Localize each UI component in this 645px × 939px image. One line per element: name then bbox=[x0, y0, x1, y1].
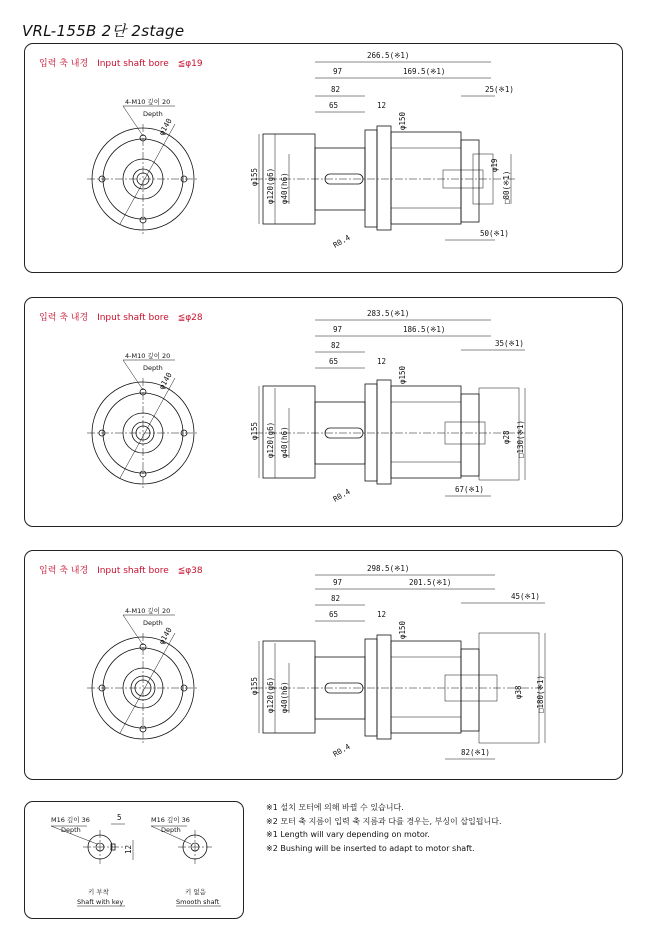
bore-ko: 입력 축 내경 bbox=[39, 566, 89, 576]
bore-value: ≦φ38 bbox=[177, 566, 203, 576]
note-1-ko: ※1 설치 모터에 의해 바뀔 수 있습니다. bbox=[266, 803, 404, 812]
dim-b: 201.5(※1) bbox=[409, 578, 452, 587]
smooth-caption-en: Smooth shaft bbox=[176, 898, 220, 906]
smooth-caption-ko: 키 없음 bbox=[185, 888, 206, 896]
dim-82: 82 bbox=[331, 85, 341, 94]
dim-b: 169.5(※1) bbox=[403, 67, 446, 76]
dim-d120: φ120(g6) bbox=[266, 676, 275, 713]
dim-82: 82 bbox=[331, 341, 341, 350]
dim-d120: φ120(g6) bbox=[266, 167, 275, 204]
dim-d150: φ150 bbox=[398, 620, 407, 639]
shaft-options-box bbox=[24, 801, 244, 919]
dim-97: 97 bbox=[333, 325, 343, 334]
depth-label: Depth bbox=[143, 619, 163, 627]
front-view bbox=[87, 606, 199, 743]
dim-total: 266.5(※1) bbox=[367, 51, 410, 60]
holes-label: 4-M10 깊이 20 bbox=[125, 607, 171, 615]
smooth-shaft-depth: Depth bbox=[161, 826, 181, 834]
key-caption-en: Shaft with key bbox=[77, 898, 124, 906]
drawing-panel-3 bbox=[24, 550, 623, 780]
bore-en: Input shaft bore bbox=[97, 566, 169, 576]
pcd-label: φ140 bbox=[156, 370, 174, 391]
dim-97: 97 bbox=[333, 578, 343, 587]
dim-bottom-right: 50(※1) bbox=[480, 229, 509, 238]
key-caption-ko: 키 부착 bbox=[88, 888, 109, 896]
holes-label: 4-M10 깊이 20 bbox=[125, 98, 171, 106]
note-2-en: ※2 Bushing will be inserted to adapt to motor shaft. bbox=[266, 843, 475, 853]
dim-total: 283.5(※1) bbox=[367, 309, 410, 318]
key-shaft-depth: Depth bbox=[61, 826, 81, 834]
dim-shaft: φ38 bbox=[514, 685, 523, 699]
dim-d155: φ155 bbox=[250, 676, 259, 695]
depth-label: Depth bbox=[143, 364, 163, 372]
side-view bbox=[250, 51, 515, 250]
dim-d120: φ120(g6) bbox=[266, 421, 275, 458]
drawing-1 bbox=[25, 44, 622, 272]
drawing-2 bbox=[25, 298, 622, 526]
pcd-label: φ140 bbox=[156, 625, 174, 646]
smooth-shaft-label: M16 깊이 36 bbox=[151, 816, 190, 824]
dim-12: 12 bbox=[377, 357, 387, 366]
dim-d40: φ40(h6) bbox=[280, 426, 289, 458]
dim-65: 65 bbox=[329, 357, 339, 366]
dim-b: 186.5(※1) bbox=[403, 325, 446, 334]
dim-d40: φ40(h6) bbox=[280, 681, 289, 713]
side-view bbox=[250, 564, 545, 759]
key-height: 12 bbox=[124, 844, 133, 854]
key-shaft-label: M16 깊이 36 bbox=[51, 816, 90, 824]
drawing-panel-2 bbox=[24, 297, 623, 527]
dim-shaft: φ28 bbox=[502, 430, 511, 444]
dim-top-right: 35(※1) bbox=[495, 339, 524, 348]
dim-total: 298.5(※1) bbox=[367, 564, 410, 573]
note-1-en: ※1 Length will vary depending on motor. bbox=[266, 830, 430, 839]
dim-flange: □180(※1) bbox=[536, 675, 545, 713]
dim-top-right: 45(※1) bbox=[511, 592, 540, 601]
dim-bottom-right: 82(※1) bbox=[461, 748, 490, 757]
dim-top-right: 25(※1) bbox=[485, 85, 514, 94]
dim-bottom-right: 67(※1) bbox=[455, 485, 484, 494]
drawing-panel-1 bbox=[24, 43, 623, 273]
dim-65: 65 bbox=[329, 101, 339, 110]
dim-d150: φ150 bbox=[398, 365, 407, 384]
dim-65: 65 bbox=[329, 610, 339, 619]
page-title: VRL-155B 2단 2stage bbox=[22, 22, 185, 40]
front-view bbox=[87, 97, 199, 234]
bore-value: ≦φ28 bbox=[177, 313, 203, 323]
bore-en: Input shaft bore bbox=[97, 59, 169, 69]
dim-flange: □130(※1) bbox=[516, 420, 525, 458]
note-2-ko: ※2 모터 축 지름이 입력 축 지름과 다를 경우는, 부싱이 삽입됩니다. bbox=[266, 816, 502, 826]
footnotes bbox=[266, 801, 502, 855]
dim-12: 12 bbox=[377, 101, 387, 110]
holes-label: 4-M10 깊이 20 bbox=[125, 352, 171, 360]
key-width: 5 bbox=[117, 813, 122, 822]
dim-shaft: φ19 bbox=[490, 158, 499, 172]
dim-flange: □80(※1) bbox=[502, 170, 511, 204]
pcd-label: φ140 bbox=[156, 116, 174, 137]
bore-ko: 입력 축 내경 bbox=[39, 59, 89, 69]
dim-d155: φ155 bbox=[250, 167, 259, 186]
dim-d40: φ40(h6) bbox=[280, 172, 289, 204]
dim-97: 97 bbox=[333, 67, 343, 76]
depth-label: Depth bbox=[143, 110, 163, 118]
smooth-shaft bbox=[151, 815, 221, 906]
bore-en: Input shaft bore bbox=[97, 313, 169, 323]
dim-d155: φ155 bbox=[250, 421, 259, 440]
side-view bbox=[250, 309, 525, 504]
front-view bbox=[87, 351, 199, 488]
bore-ko: 입력 축 내경 bbox=[39, 313, 89, 323]
dim-82: 82 bbox=[331, 594, 341, 603]
drawing-3 bbox=[25, 551, 622, 779]
shaft-with-key bbox=[51, 813, 133, 906]
dim-12: 12 bbox=[377, 610, 387, 619]
bore-value: ≦φ19 bbox=[177, 59, 203, 69]
shaft-options-drawing bbox=[25, 802, 243, 918]
dim-r04: R0.4 bbox=[331, 486, 352, 504]
dim-r04: R0.4 bbox=[331, 232, 352, 250]
dim-r04: R0.4 bbox=[331, 741, 352, 759]
dim-d150: φ150 bbox=[398, 111, 407, 130]
